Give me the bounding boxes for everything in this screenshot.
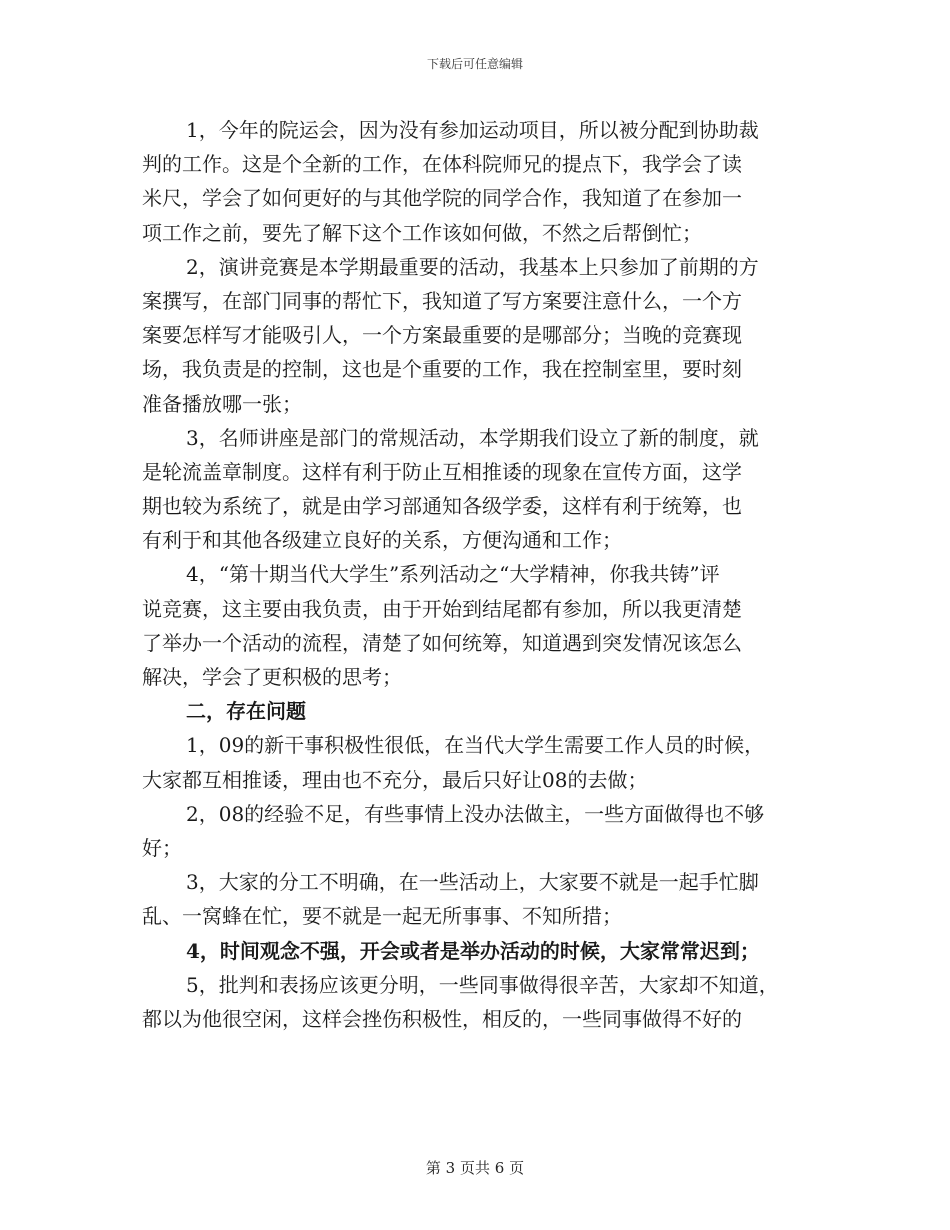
text-line: 案撰写，在部门同事的帮忙下，我知道了写方案要注意什么，一个方 [142,288,742,313]
text-line: 准备播放哪一张； [142,391,302,416]
text-line: 都以为他很空闲，这样会挫伤积极性，相反的，一些同事做得不好的 [142,1006,742,1031]
text-line: 大家都互相推诿，理由也不充分，最后只好让08的去做； [142,767,648,792]
text-line: 好； [142,835,182,860]
text-line: 1，今年的院运会，因为没有参加运动项目，所以被分配到协助裁 [186,118,759,142]
text-line: 4，时间观念不强，开会或者是举办活动的时候，大家常常迟到； [186,938,760,963]
text-line: 二，存在问题 [186,699,306,724]
document-body [142,113,812,1036]
text-line: 项工作之前，要先了解下这个工作该如何做，不然之后帮倒忙； [142,220,702,245]
text-line: 判的工作。这是个全新的工作，在体科院师兄的提点下，我学会了读 [142,152,742,177]
text-line: 2，08的经验不足，有些事情上没办法做主，一些方面做得也不够 [186,801,765,826]
text-line: 4，“第十期当代大学生”系列活动之“大学精神，你我共铸”评 [186,562,720,587]
page-footer: 第 3 页共 6 页 [425,1159,525,1177]
text-line: 1，09的新干事积极性很低，在当代大学生需要工作人员的时候， [186,733,765,758]
text-line: 场，我负责是的控制，这也是个重要的工作，我在控制室里，要时刻 [142,357,742,382]
text-line: 乱、一窝蜂在忙，要不就是一起无所事事、不知所措； [142,904,622,929]
text-line: 2，演讲竞赛是本学期最重要的活动，我基本上只参加了前期的方 [186,254,759,279]
text-line: 米尺，学会了如何更好的与其他学院的同学合作，我知道了在参加一 [142,186,742,211]
text-line: 有利于和其他各级建立良好的关系，方便沟通和工作； [142,528,622,553]
text-line: 解决，学会了更积极的思考； [142,665,402,689]
text-line: 期也较为系统了，就是由学习部通知各级学委，这样有利于统筹，也 [142,494,742,519]
text-line: 3，名师讲座是部门的常规活动，本学期我们设立了新的制度，就 [186,425,759,450]
text-line: 5，批判和表扬应该更分明，一些同事做得很辛苦，大家却不知道， [186,972,779,997]
text-line: 了举办一个活动的流程，清楚了如何统筹，知道遇到突发情况该怎么 [142,630,742,655]
text-line: 说竞赛，这主要由我负责，由于开始到结尾都有参加，所以我更清楚 [142,596,742,621]
page-header: 下载后可任意编辑 [426,57,523,71]
text-line: 3，大家的分工不明确，在一些活动上，大家要不就是一起手忙脚 [186,870,759,895]
text-line: 是轮流盖章制度。这样有利于防止互相推诿的现象在宣传方面，这学 [142,459,742,484]
text-line: 案要怎样写才能吸引人，一个方案最重要的是哪部分；当晚的竞赛现 [142,323,742,348]
